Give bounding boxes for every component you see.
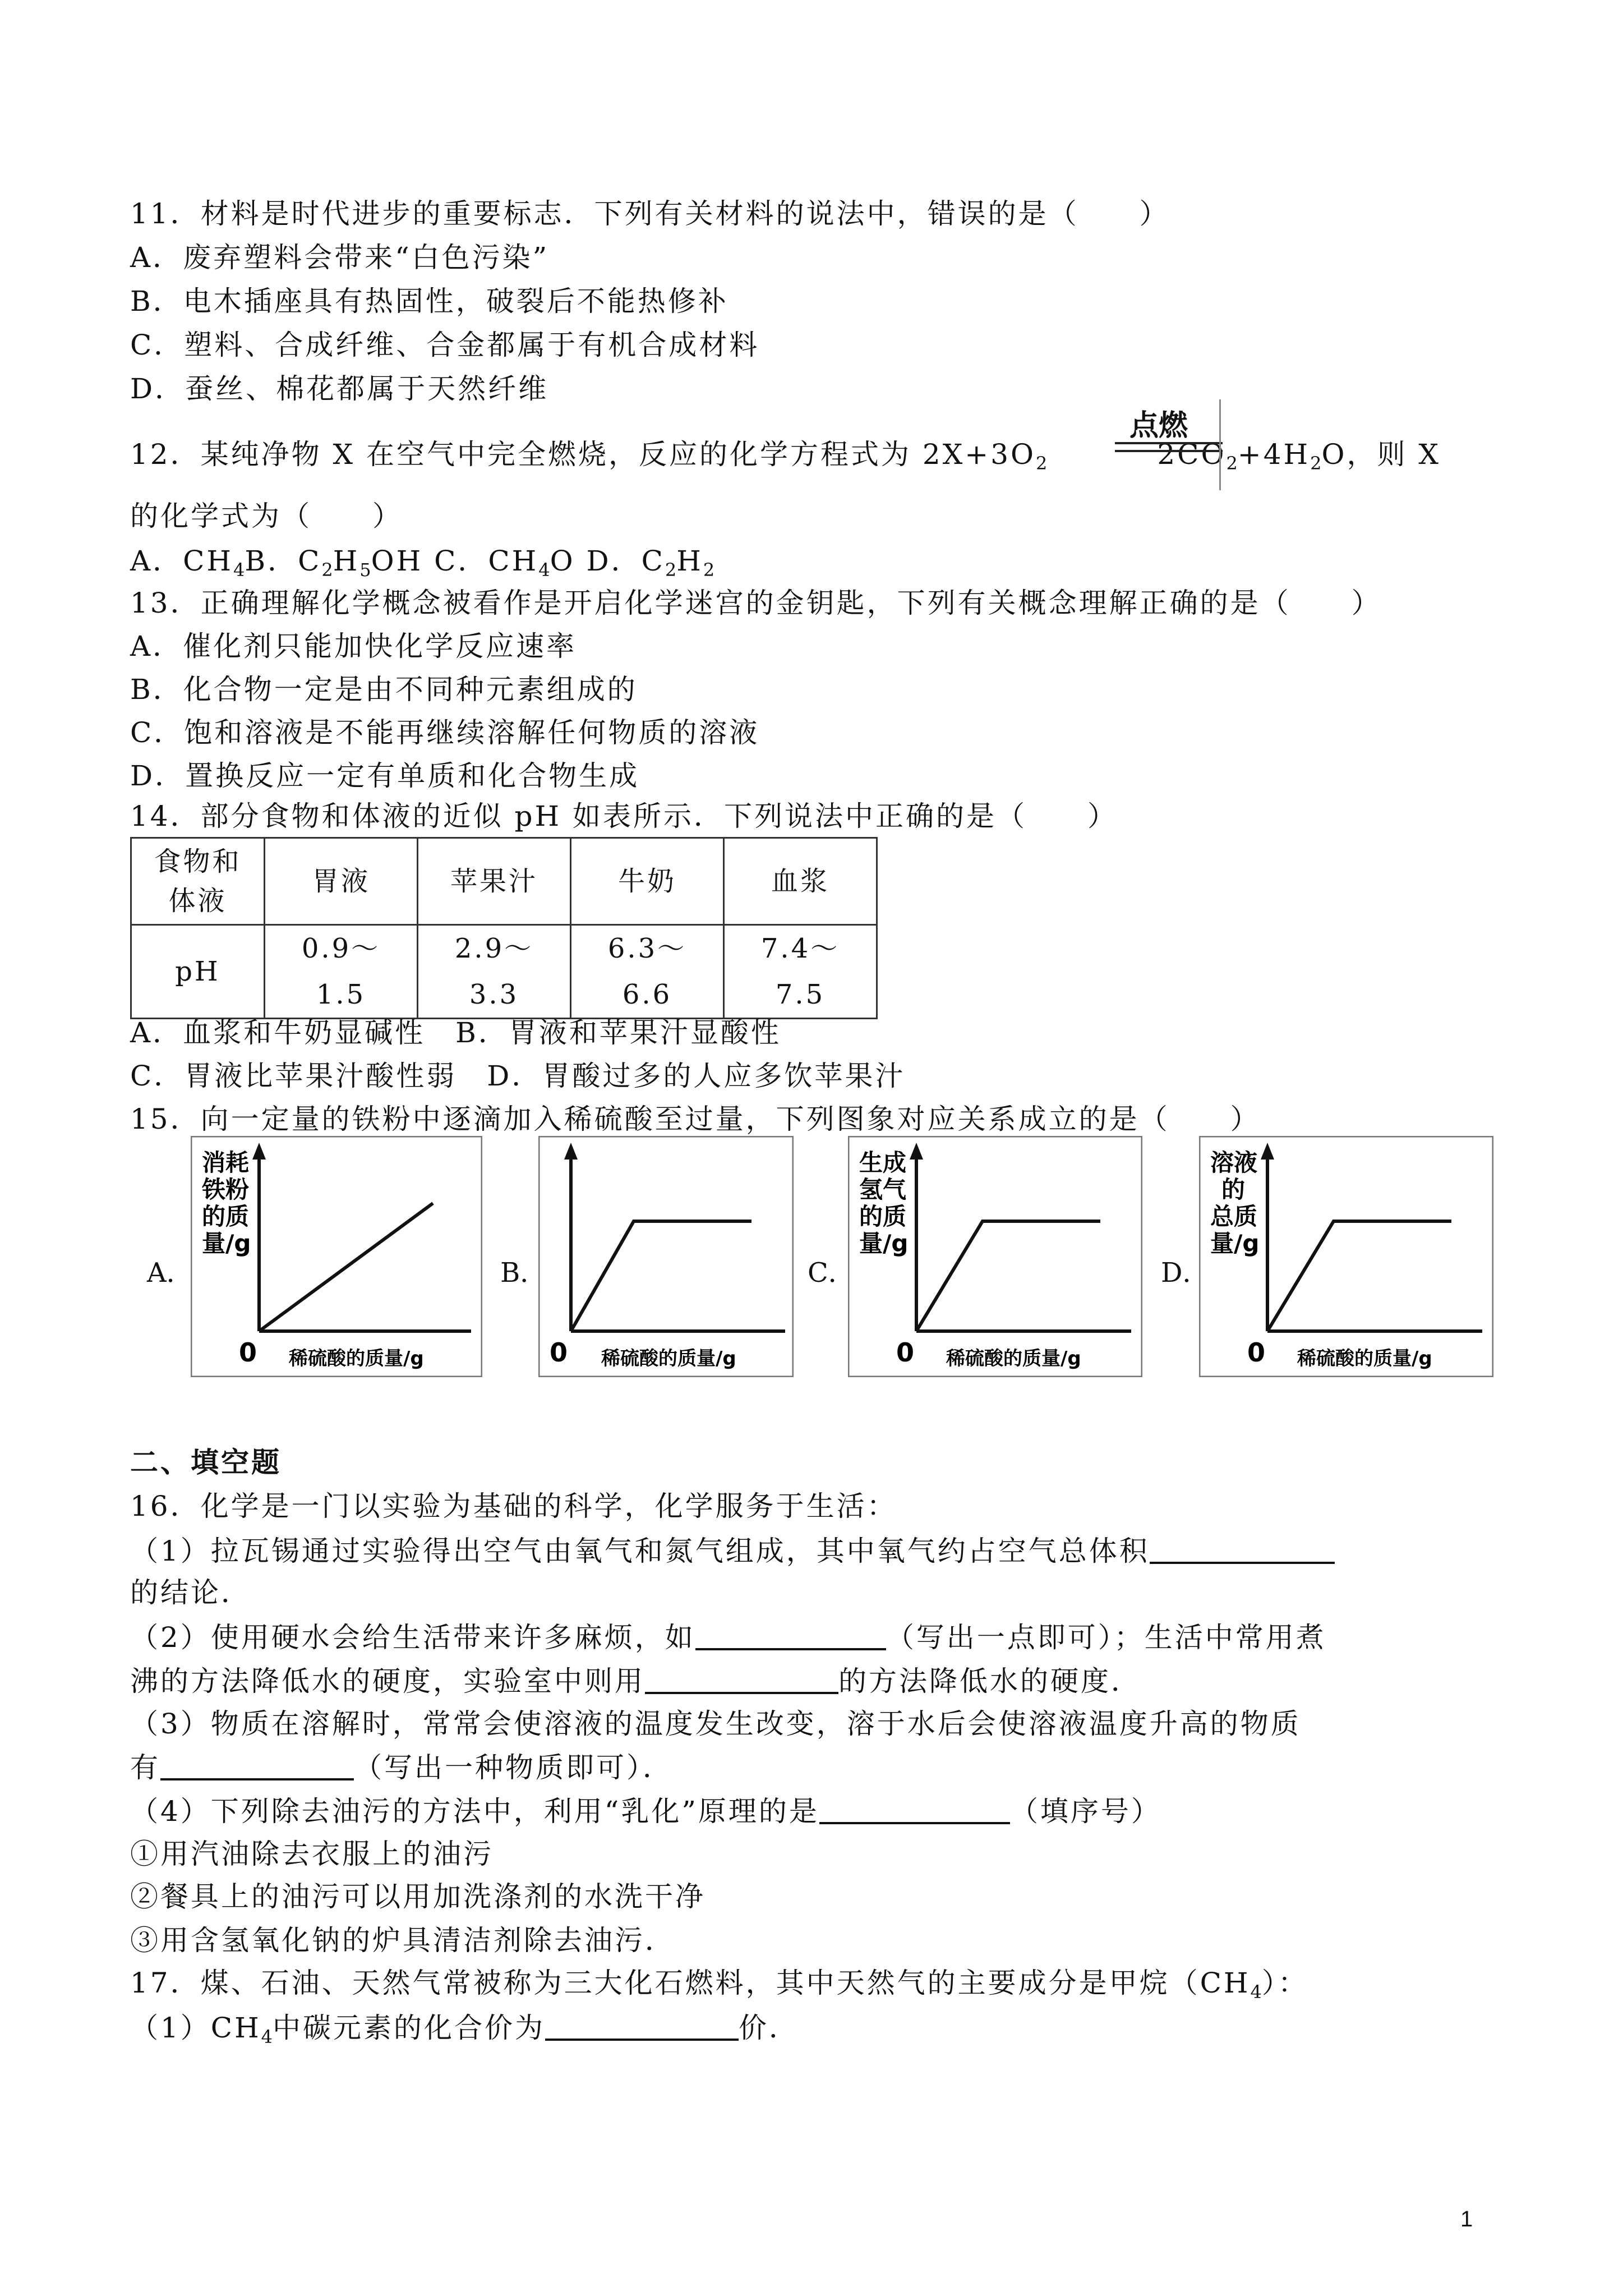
table-cell: 2.9～ 3.3 — [418, 925, 571, 1019]
reaction-condition — [1115, 399, 1225, 490]
y-arrow — [910, 1143, 923, 1159]
y-label-3: 总质 — [1210, 1203, 1258, 1230]
table-header-stomach: 胃液 — [265, 838, 418, 925]
q11-option-b: B．电木插座具有热固性，破裂后不能热修补 — [130, 285, 728, 318]
y-label-4: 量/g — [1210, 1230, 1260, 1257]
q16-choice-2: ②餐具上的油污可以用加洗涤剂的水洗干净 — [130, 1880, 706, 1913]
table-row — [131, 838, 877, 925]
q16-stem: 16．化学是一门以实验为基础的科学，化学服务于生活： — [130, 1490, 897, 1522]
origin-label: 0 — [239, 1337, 257, 1368]
q17-part1: $(1)CH_4$中碳元素的化合价为 价． — [130, 2012, 800, 2047]
x-label: 稀硫酸的质量/g — [289, 1347, 424, 1370]
graph-d-label: D． — [1161, 1257, 1210, 1289]
table-row — [131, 925, 877, 1019]
answer-blank[interactable] — [695, 1622, 886, 1650]
q17-stem: 17．煤、石油、天然气常被称为三大化石燃料，其中天然气的主要成分是甲烷$(CH_4)$： — [130, 1967, 1308, 2003]
answer-blank[interactable] — [545, 2013, 739, 2041]
graph-b-label: B． — [500, 1257, 547, 1289]
answer-blank[interactable] — [1150, 1536, 1335, 1564]
y-label-1: 溶液 — [1210, 1149, 1258, 1176]
q16-part2: （2）使用硬水会给生活带来许多麻烦，如 （写出一点即可）；生活中常用煮 — [130, 1621, 1326, 1654]
q13-option-c: C．饱和溶液是不能再继续溶解任何物质的溶液 — [130, 716, 760, 749]
equals-line-top — [1115, 442, 1223, 444]
table-head-cell: 食物和 体液 — [131, 838, 265, 925]
q16-part3: （3）物质在溶解时，常常会使溶液的温度发生改变，溶于水后会使溶液温度升高的物质 — [130, 1708, 1301, 1740]
condition-label: 点燃 — [1129, 409, 1188, 443]
table-cell: 6.3～ 6.6 — [571, 925, 724, 1019]
q13-stem: 13．正确理解化学概念被看作是开启化学迷宫的金钥匙，下列有关概念理解正确的是（ ） — [130, 587, 1382, 619]
q14-options-line1: A．血浆和牛奶显碱性 B．胃液和苹果汁显酸性 — [130, 1016, 781, 1049]
y-label-2: 的 — [1221, 1176, 1246, 1203]
graph-c-label: C． — [808, 1257, 855, 1289]
condition-edge — [1219, 399, 1221, 490]
curve-linear — [259, 1203, 433, 1331]
section-title: 二、填空题 — [130, 1446, 282, 1479]
y-arrow — [1261, 1143, 1274, 1159]
origin-label: 0 — [550, 1337, 568, 1368]
x-label: 稀硫酸的质量/g — [601, 1347, 736, 1370]
x-label: 稀硫酸的质量/g — [946, 1347, 1081, 1370]
q16-part1-end: 的结论． — [130, 1576, 251, 1609]
q12-stem-line2: 的化学式为（ ） — [130, 500, 403, 532]
graph-a-label: A． — [147, 1257, 193, 1289]
table-header-plasma: 血浆 — [724, 838, 877, 925]
q11-option-c: C．塑料、合成纤维、合金都属于有机合成材料 — [130, 329, 760, 361]
y-label-4: 量/g — [202, 1230, 251, 1257]
q16-part1: （1）拉瓦锡通过实验得出空气由氧气和氮气组成，其中氧气约占空气总体积 — [130, 1536, 1335, 1565]
answer-blank[interactable] — [645, 1666, 838, 1694]
q16-choice-1: ①用汽油除去衣服上的油污 — [130, 1838, 494, 1870]
table-cell: 0.9～ 1.5 — [265, 925, 418, 1019]
q16-part3-cont: 有 （写出一种物质即可）． — [130, 1751, 673, 1784]
page-number: 1 — [1460, 2207, 1473, 2231]
y-label-2: 铁粉 — [202, 1176, 250, 1203]
answer-blank[interactable] — [819, 1796, 1010, 1824]
curve-rise-plateau — [571, 1221, 751, 1331]
q15-stem: 15．向一定量的铁粉中逐滴加入稀硫酸至过量，下列图象对应关系成立的是（ ） — [130, 1103, 1261, 1135]
graph-a — [191, 1136, 482, 1377]
curve-rise-plateau — [1267, 1221, 1451, 1331]
y-arrow — [564, 1143, 578, 1159]
q16-part2-cont: 沸的方法降低水的硬度，实验室中则用 的方法降低水的硬度． — [130, 1665, 1141, 1697]
graph-frame — [539, 1137, 793, 1377]
ph-table — [130, 837, 878, 1019]
table-cell: 7.4～ 7.5 — [724, 925, 877, 1019]
y-label-1: 消耗 — [202, 1149, 250, 1176]
q16-choice-3: ③用含氢氧化钠的炉具清洁剂除去油污． — [130, 1924, 675, 1957]
q16-part4: （4）下列除去油污的方法中，利用“乳化”原理的是 （填序号） — [130, 1795, 1161, 1828]
graph-b — [538, 1136, 794, 1377]
y-arrow — [252, 1143, 266, 1159]
q11-option-a: A．废弃塑料会带来“白色污染” — [130, 241, 550, 274]
q11-option-d: D．蚕丝、棉花都属于天然纤维 — [130, 372, 549, 405]
x-label: 稀硫酸的质量/g — [1297, 1347, 1432, 1370]
graph-c — [848, 1136, 1142, 1377]
q12-stem-line1: 12．某纯净物 X 在空气中完全燃烧，反应的化学方程式为 $2X+3O_2$ $2CO_2+4H_2O$，则 X — [130, 438, 1441, 474]
y-label-3: 的质 — [859, 1203, 907, 1230]
q13-option-b: B．化合物一定是由不同种元素组成的 — [130, 673, 638, 706]
q13-option-d: D．置换反应一定有单质和化合物生成 — [130, 760, 640, 792]
table-header-apple: 苹果汁 — [418, 838, 571, 925]
table-ph-label: pH — [131, 925, 265, 1019]
q14-options-line2: C．胃液比苹果汁酸性弱 D．胃酸过多的人应多饮苹果汁 — [130, 1060, 906, 1092]
table-header-milk: 牛奶 — [571, 838, 724, 925]
q11-stem: 11．材料是时代进步的重要标志．下列有关材料的说法中，错误的是（ ） — [130, 197, 1170, 230]
curve-rise-plateau — [916, 1221, 1100, 1331]
q14-stem: 14．部分食物和体液的近似 pH 如表所示．下列说法中正确的是（ ） — [130, 800, 1118, 832]
q13-option-a: A．催化剂只能加快化学反应速率 — [130, 630, 577, 662]
origin-label: 0 — [896, 1337, 915, 1368]
graph-d — [1199, 1136, 1493, 1377]
y-label-4: 量/g — [859, 1230, 909, 1257]
y-label-1: 生成 — [859, 1149, 907, 1176]
origin-label: 0 — [1247, 1337, 1266, 1368]
answer-blank[interactable] — [160, 1752, 354, 1780]
q12-options: A．$CH_4B$．$C_2H_5OH$ C．$CH_4O$ D．$C_2H_2$ — [130, 545, 715, 581]
y-label-2: 氢气 — [859, 1176, 907, 1203]
equals-line-bottom — [1115, 450, 1223, 452]
y-label-3: 的质 — [202, 1203, 250, 1230]
